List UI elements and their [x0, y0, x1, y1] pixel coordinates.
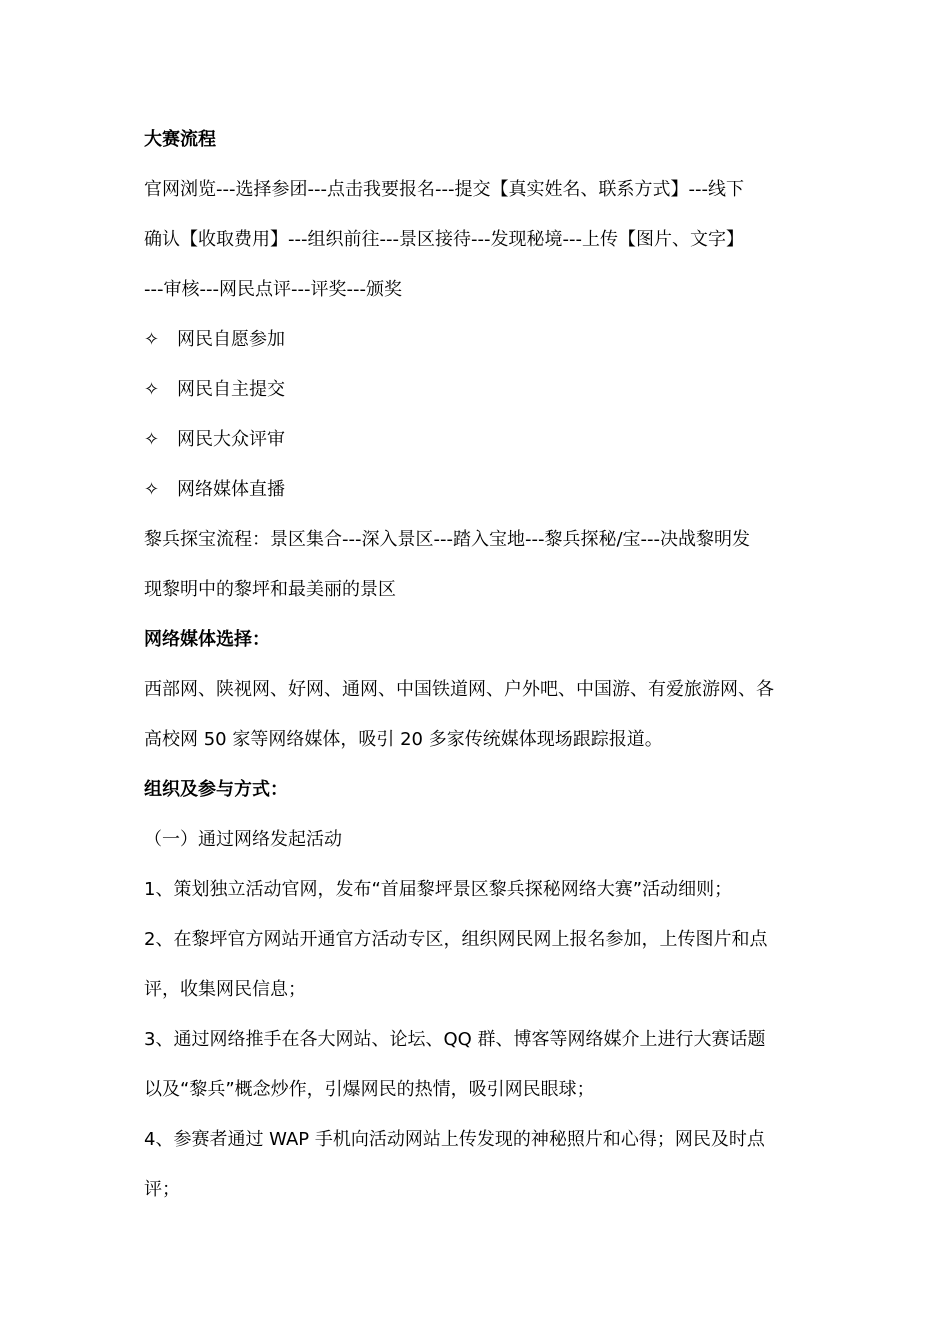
bullet-item: [144, 415, 814, 465]
treasure-flow-line-2: 现黎明中的黎坪和最美丽的景区: [144, 579, 396, 600]
treasure-flow-line-1: 黎兵探宝流程：景区集合---深入景区---踏入宝地---黎兵探秘/宝---决战黎明发: [144, 529, 751, 550]
list-item-1: 1、策划独立活动官网，发布“首届黎坪景区黎兵探秘网络大赛”活动细则；: [144, 879, 733, 900]
section-heading-media: 网络媒体选择：: [144, 629, 270, 650]
flow-text-line-1: 官网浏览---选择参团---点击我要报名---提交【真实姓名、联系方式】---线下: [144, 179, 744, 200]
media-text-line-2: 高校网 50 家等网络媒体，吸引 20 多家传统媒体现场跟踪报道。: [144, 729, 663, 750]
star-bullet-icon: ✧: [144, 479, 160, 500]
list-item-4-line-1: 4、参赛者通过 WAP 手机向活动网站上传发现的神秘照片和心得；网民及时点: [144, 1129, 765, 1150]
bullet-item: [144, 365, 814, 415]
star-bullet-icon: ✧: [144, 429, 160, 450]
star-bullet-icon: ✧: [144, 379, 160, 400]
list-item-4-line-2: 评；: [144, 1179, 180, 1200]
bullet-text: 网民自愿参加: [177, 329, 285, 350]
bullet-text: 网民自主提交: [177, 379, 285, 400]
list-item-3-line-1: 3、通过网络推手在各大网站、论坛、QQ 群、博客等网络媒介上进行大赛话题: [144, 1029, 766, 1050]
bullet-item: [144, 465, 814, 515]
list-item-3-line-2: 以及“黎兵”概念炒作，引爆网民的热情，吸引网民眼球；: [144, 1079, 595, 1100]
section-heading-organization: 组织及参与方式：: [144, 779, 288, 800]
bullet-text: 网民大众评审: [177, 429, 285, 450]
bullet-text: 网络媒体直播: [177, 479, 285, 500]
section-heading-contest-flow: 大赛流程: [144, 129, 216, 150]
media-text-line-1: 西部网、陕视网、好网、通网、中国铁道网、户外吧、中国游、有爱旅游网、各: [144, 679, 774, 700]
list-item-2-line-1: 2、在黎坪官方网站开通官方活动专区，组织网民网上报名参加，上传图片和点: [144, 929, 768, 950]
document-page: [144, 115, 814, 1215]
bullet-item: [144, 315, 814, 365]
star-bullet-icon: ✧: [144, 329, 160, 350]
flow-text-line-2: 确认【收取费用】---组织前往---景区接待---发现秘境---上传【图片、文字】: [144, 229, 744, 250]
sub-heading-online: （一）通过网络发起活动: [144, 829, 342, 850]
flow-text-line-3: ---审核---网民点评---评奖---颁奖: [144, 279, 402, 300]
list-item-2-line-2: 评，收集网民信息；: [144, 979, 306, 1000]
